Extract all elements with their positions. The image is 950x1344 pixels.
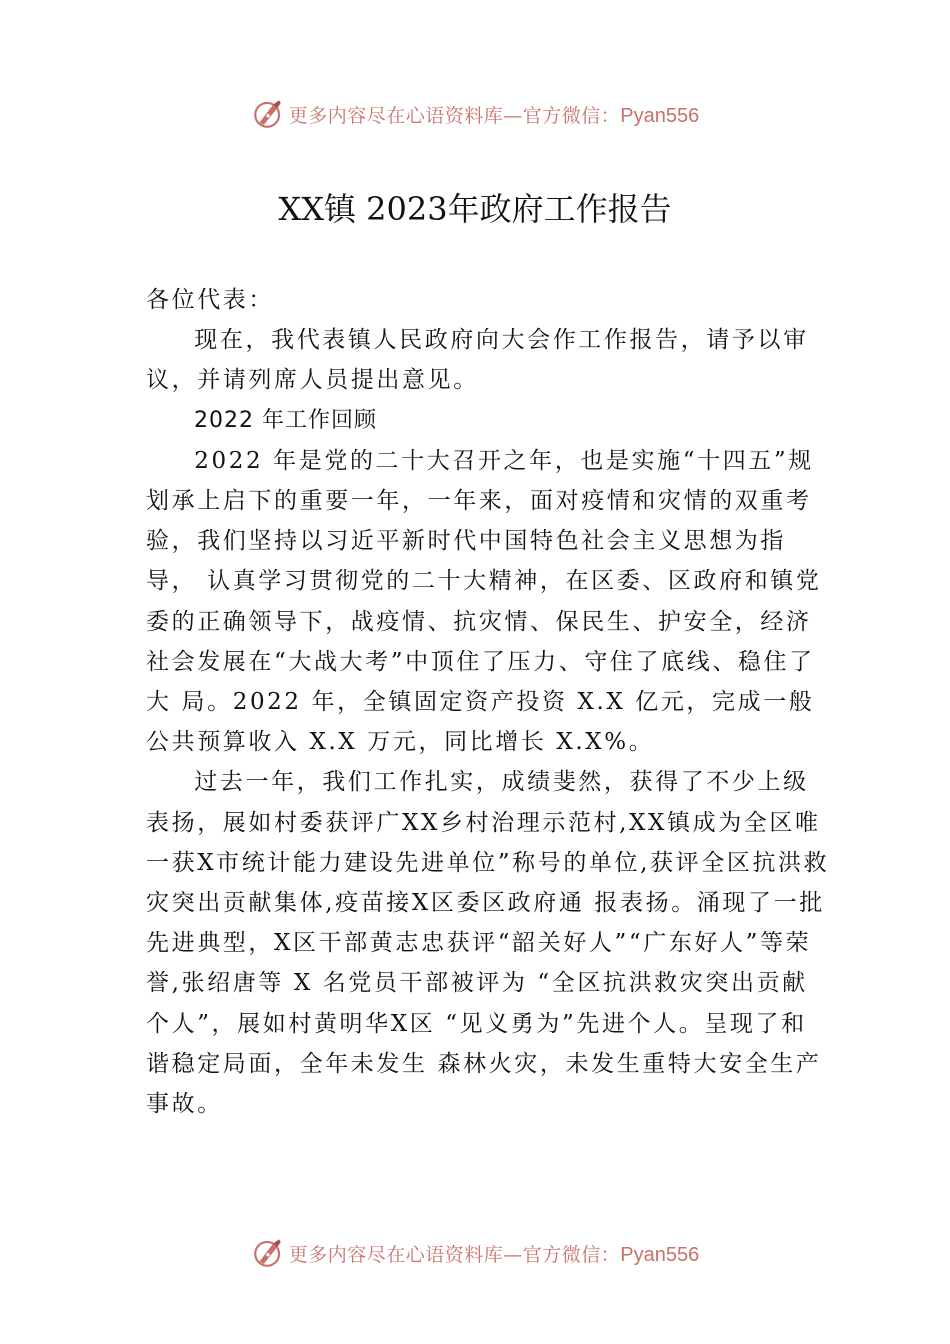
paragraph-review: 2022 年是党的二十大召开之年，也是实施“十四五”规划承上启下的重要一年，一年来，面对疫情和灾情的双重考 验，我们坚持以习近平新时代中国特色社会主义思想为指导， 认真学习贯彻党的二十大精神，在区委、区政府和镇党委的正确领导下，战疫情、抗灾情、保民生、护安全，经济社会发展在“大战大考”中顶住了压力、守住了底线、稳住了大 局。2022 年，全镇固定资产投资 X.X 亿元，完成一般公共预算收入 X.X 万元，同比增长 X.X%。 bbox=[146, 447, 822, 756]
watermark-banner-top bbox=[0, 94, 950, 134]
section-heading: 2022 年工作回顾 bbox=[194, 407, 377, 433]
watermark-text: 更多内容尽在心语资料库—官方微信：Pyan556 bbox=[288, 1243, 700, 1266]
intro-paragraph: 现在，我代表镇人民政府向大会作工作报告，请予以审议，并请列席人员提出意见。 bbox=[146, 327, 809, 394]
salutation: 各位代表： bbox=[146, 287, 274, 313]
watermark-text: 更多内容尽在心语资料库—官方微信：Pyan556 bbox=[288, 104, 700, 127]
wechat-id: Pyan556 bbox=[620, 104, 700, 127]
pen-nib-logo-icon bbox=[251, 1236, 285, 1270]
wechat-id: Pyan556 bbox=[620, 1243, 700, 1266]
pen-nib-logo-icon bbox=[251, 97, 285, 131]
document-title: XX镇 2023年政府工作报告 bbox=[278, 190, 672, 228]
watermark-banner-bottom bbox=[0, 1233, 950, 1273]
paragraph-achievements: 过去一年，我们工作扎实，成绩斐然，获得了不少上级表扬，展如村委获评广XX乡村治理示范村,XX镇成为全区唯一获X市统计能力建设先进单位”称号的单位,获评全区抗洪救灾突出贡献集体,疫苗接X区委区政府通 报表扬。涌现了一批先进典型，X区干部黄志忠获评“韶关好人”“广东好人”等荣誉,张绍唐等 X 名党员干部被评为 “全区抗洪救灾突出贡献个人”，展如村黄明华X区 “见义勇为”先进个人。呈现了和谐稳定局面，全年未发生 森林火灾，未发生重特大安全生产事故。 bbox=[146, 769, 830, 1118]
document-body bbox=[146, 280, 830, 1124]
